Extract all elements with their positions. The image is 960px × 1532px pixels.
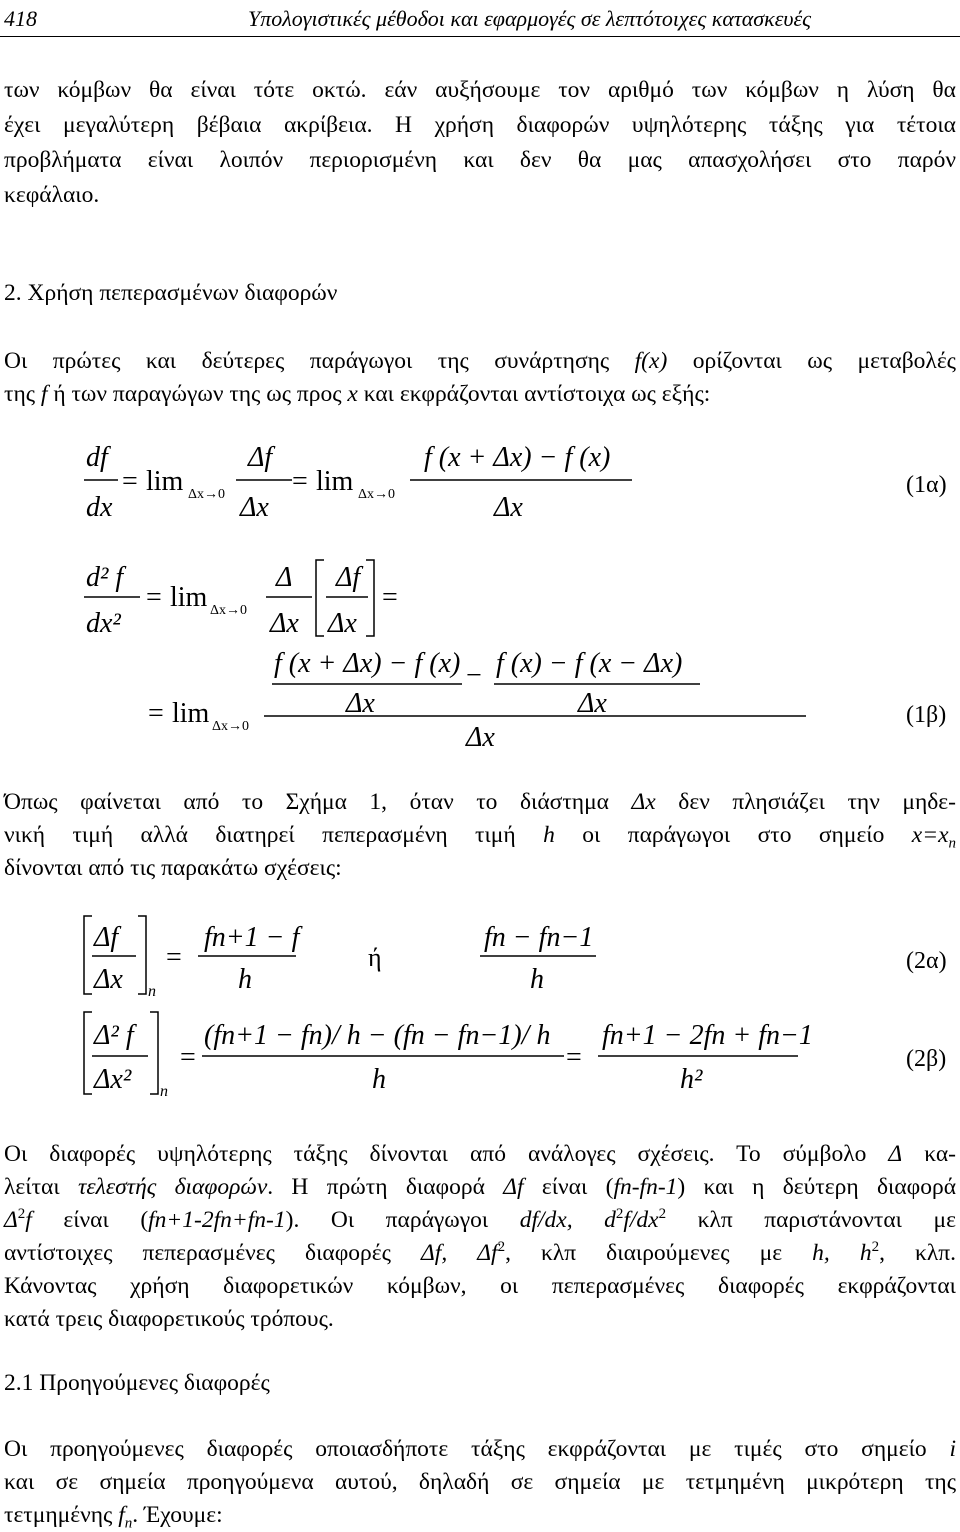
- page-number: 418: [4, 6, 37, 31]
- eq1b-inner-num: Δf: [336, 562, 361, 593]
- eq1b-lim-sub: Δx→0: [210, 603, 248, 618]
- eq1b-frac1-num: f (x + Δx) − f (x): [274, 648, 461, 679]
- eq1b-inner-den: Δx: [328, 608, 357, 639]
- section21-line-2: και σε σημεία προηγούμενα αυτού, δηλαδή σε σημεία με τετμημένη μικρότερη της: [4, 1469, 956, 1495]
- eq2a-label: (2α): [906, 948, 947, 974]
- eq1b-lhs-den: dx²: [86, 608, 121, 639]
- eq1a-mid-den: Δx: [240, 492, 269, 523]
- running-header: [0, 0, 960, 37]
- svg-text:−: −: [466, 660, 482, 691]
- eq1b-frac1-den: Δx: [346, 688, 375, 719]
- eq2b-bracket-num: Δ² f: [94, 1020, 134, 1051]
- section-heading: 2. Χρήση πεπερασμένων διαφορών: [4, 280, 338, 306]
- p2-line-3: δίνονται από τις παρακάτω σχέσεις:: [4, 855, 342, 881]
- svg-text:=: =: [122, 466, 138, 497]
- intro-line-4: κεφάλαιο.: [4, 182, 100, 208]
- section21-line-3: τετμημένης $f_n$. Έχουμε:: [4, 1502, 223, 1532]
- eq1b-lim2: lim: [172, 698, 210, 729]
- eq1b-label: (1β): [906, 702, 947, 728]
- subsection-heading: 2.1 Προηγούμενες διαφορές: [4, 1370, 270, 1396]
- intro-line-3: προβλήματα είναι λοιπόν περιορισμένη και δεν θα μας απασχολήσει στο παρόν: [4, 147, 956, 173]
- eq1b-lim: lim: [170, 582, 208, 613]
- eq2b-num: (fn+1 − fn)/ h − (fn − fn−1)/ h: [204, 1020, 551, 1051]
- eq1b-frac2-num: f (x) − f (x − Δx): [496, 648, 683, 679]
- svg-text:=: =: [180, 1042, 196, 1073]
- eq2b-sub: n: [160, 1083, 168, 1100]
- p3-line-2: λείται τελεστής διαφορών. Η πρώτη διαφορά Δf είναι (fn-fn-1) και η δεύτερη διαφορά: [4, 1174, 957, 1200]
- p2-line-2: νική τιμή αλλά διατηρεί πεπερασμένη τιμή h οι παράγωγοι στο σημείο $x=x_n$: [4, 822, 956, 852]
- svg-text:=: =: [382, 582, 398, 613]
- equation-1b: [0, 550, 960, 760]
- svg-text:=: =: [166, 942, 182, 973]
- p3-line-6: κατά τρεις διαφορετικούς τρόπους.: [4, 1306, 334, 1332]
- section21-line-1: Οι προηγούμενες διαφορές οποιασδήποτε τάξης εκφράζονται με τιμές στο σημείο i: [4, 1436, 956, 1462]
- eq2a-den: h: [238, 964, 252, 995]
- eq2b-bracket-den: Δx²: [94, 1064, 132, 1095]
- intro-line-1: των κόμβων θα είναι τότε οκτώ. εάν αυξήσουμε τον αριθμό των κόμβων η λύση θα: [4, 77, 956, 103]
- eq2a-sub: n: [148, 983, 156, 1000]
- p3-line-4: αντίστοιχες πεπερασμένες διαφορές Δf, $\Delta f^2$, κλπ διαιρούμενες με h, $h^2$, κλπ.: [4, 1239, 956, 1266]
- eq1a-mid-num: Δf: [248, 442, 273, 473]
- eq2a-num: fn+1 − f: [204, 922, 300, 953]
- eq1a-lim2: lim: [316, 466, 354, 497]
- equation-2b: [0, 1004, 960, 1104]
- svg-text:=: =: [292, 466, 308, 497]
- eq2a-alt-num: fn − fn−1: [484, 922, 594, 953]
- eq2b-rhs-den: h²: [680, 1064, 703, 1095]
- eq2b-rhs-num: fn+1 − 2fn + fn−1: [602, 1020, 813, 1051]
- eq1a-rhs-den: Δx: [494, 492, 523, 523]
- eq2b-den: h: [372, 1064, 386, 1095]
- section2-line-2: της f ή των παραγώγων της ως προς x και εκφράζονται αντίστοιχα ως εξής:: [4, 381, 711, 407]
- svg-text:=: =: [566, 1042, 582, 1073]
- eq2a-or: ή: [368, 943, 382, 972]
- eq1b-op-den: Δx: [270, 608, 299, 639]
- svg-text:=: =: [148, 698, 164, 729]
- eq2b-label: (2β): [906, 1046, 947, 1072]
- eq1b-outer-den: Δx: [466, 722, 495, 753]
- equation-1a: [0, 430, 960, 530]
- eq1a-lim2-sub: Δx→0: [358, 487, 396, 502]
- running-title: Υπολογιστικές μέθοδοι και εφαρμογές σε λεπτότοιχες κατασκευές: [248, 6, 812, 31]
- eq2a-bracket-num: Δf: [94, 922, 119, 953]
- eq1a-lim: lim: [146, 466, 184, 497]
- eq2a-alt-den: h: [530, 964, 544, 995]
- eq1b-op-num: Δ: [276, 562, 293, 593]
- p2-line-1: Όπως φαίνεται από το Σχήμα 1, όταν το διάστημα Δx δεν πλησιάζει την μηδε-: [4, 789, 956, 815]
- eq1a-lhs-den: dx: [86, 492, 113, 523]
- svg-text:=: =: [146, 582, 162, 613]
- eq1b-lhs-num: d² f: [86, 562, 124, 593]
- p3-line-5: Κάνοντας χρήση διαφορετικών κόμβων, οι πεπερασμένες διαφορές εκφράζονται: [4, 1273, 956, 1299]
- p3-line-1: Οι διαφορές υψηλότερης τάξης δίνονται από ανάλογες σχέσεις. Το σύμβολο Δ κα-: [4, 1141, 956, 1167]
- p3-line-3: $\Delta^2f$ είναι (fn+1-2fn+fn-1). Οι παράγωγοι df/dx, $d^2f/dx^2$ κλπ παριστάνονται με: [4, 1206, 956, 1233]
- intro-line-2: έχει μεγαλύτερη βέβαια ακρίβεια. Η χρήση διαφορών υψηλότερης τάξης για τέτοια: [4, 112, 956, 138]
- eq1a-rhs-num: f (x + Δx) − f (x): [424, 442, 611, 473]
- eq1a-label: (1α): [906, 472, 947, 498]
- eq2a-bracket-den: Δx: [94, 964, 123, 995]
- eq1a-lim-sub: Δx→0: [188, 487, 226, 502]
- eq1b-frac2-den: Δx: [578, 688, 607, 719]
- section2-line-1: Οι πρώτες και δεύτερες παράγωγοι της συνάρτησης f(x) ορίζονται ως μεταβολές: [4, 348, 956, 374]
- eq1a-lhs-num: df: [86, 442, 108, 473]
- eq1b-lim2-sub: Δx→0: [212, 719, 250, 734]
- equation-2a: [0, 910, 960, 1000]
